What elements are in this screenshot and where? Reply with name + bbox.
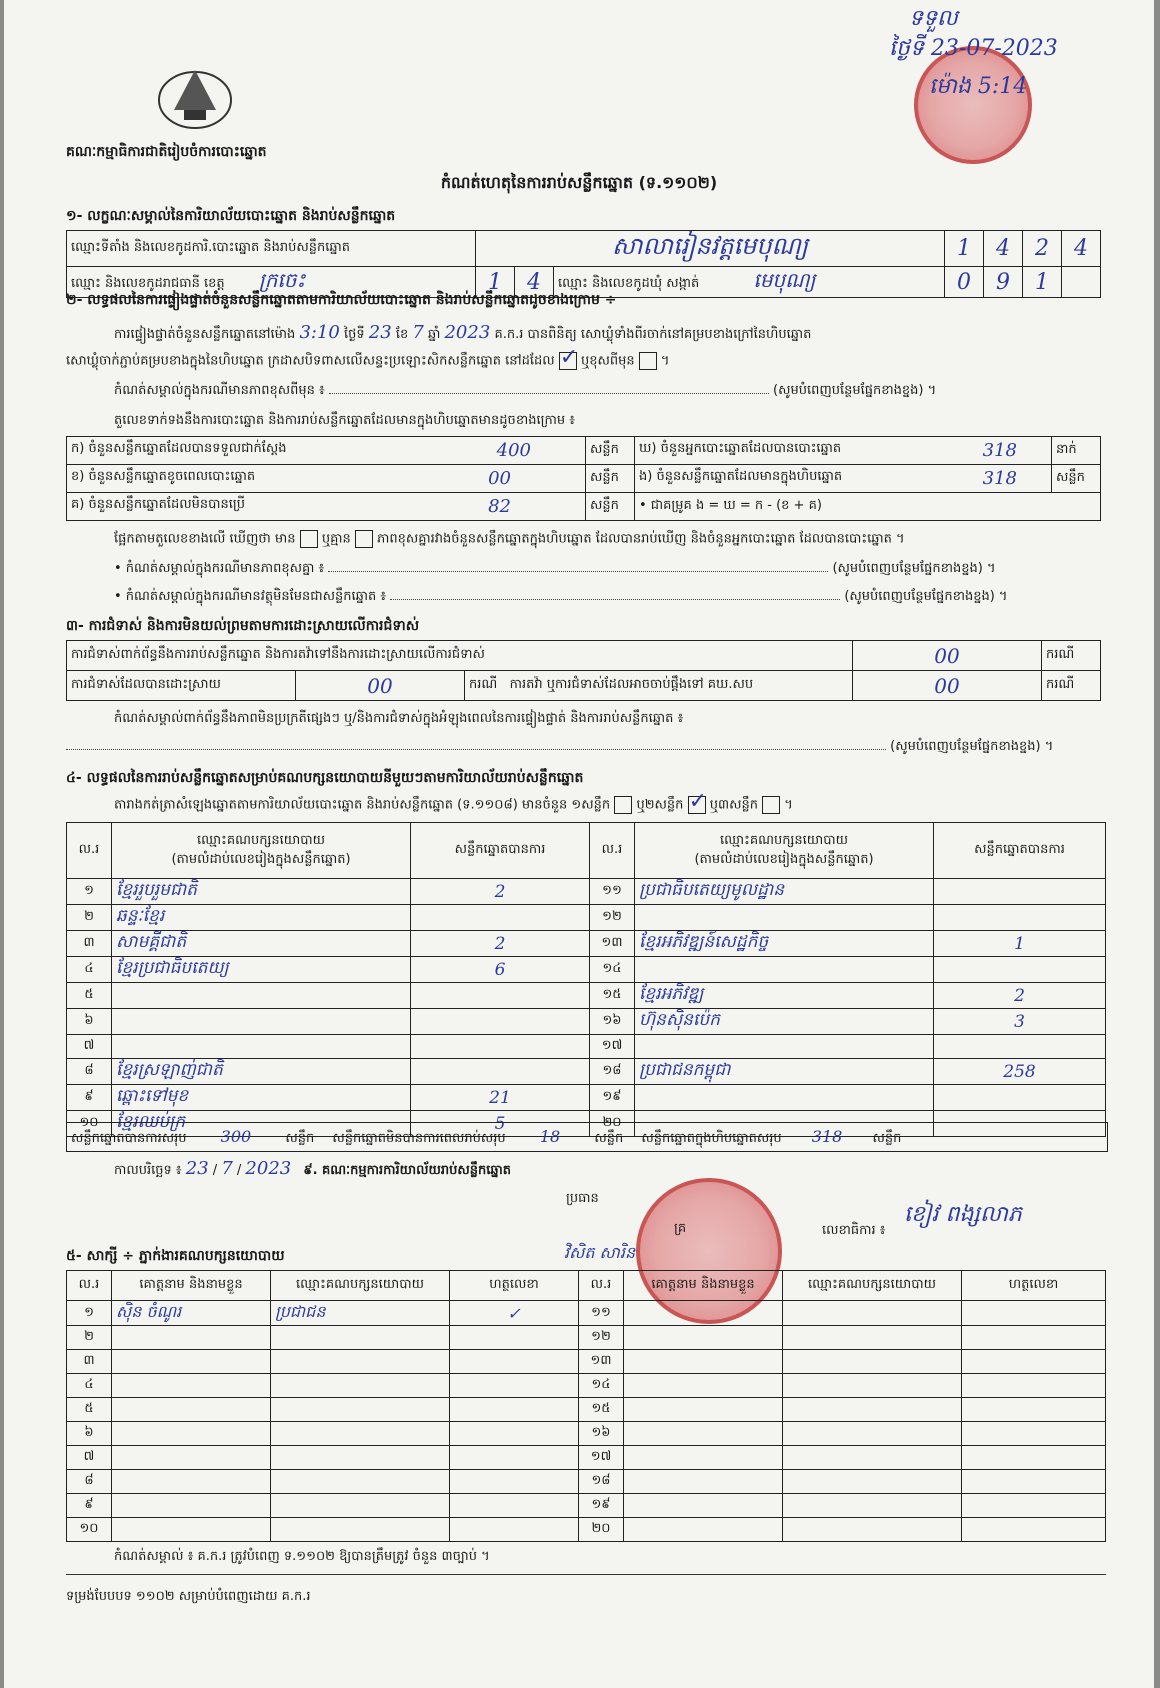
- section2-title: ២- លទ្ធផលនៃការផ្ទៀងផ្ទាត់ចំនួនសន្លឹកឆ្នោតតាមការិយាល័យបោះឆ្នោត និងរាប់សន្លឹកឆ្នោតដូចខាងក្រោម ÷: [66, 292, 617, 308]
- witness-no: ៤: [67, 1374, 112, 1398]
- witness-signature: [450, 1494, 579, 1518]
- unit: ករណី: [1042, 671, 1101, 701]
- party-name: [112, 1035, 411, 1059]
- table-row: [67, 1446, 1106, 1470]
- witness-name: [624, 1446, 783, 1470]
- witness-table: [66, 1270, 1106, 1542]
- table-row: [67, 1035, 1106, 1059]
- witness-name: [624, 1301, 783, 1326]
- total-invalid-value: 18: [539, 1127, 561, 1146]
- party-name: ហ៊ុនស៊ិនប៉េក: [635, 1009, 934, 1035]
- fill-more: (សូមបំពេញបន្ថែមផ្នែកខាងខ្នង) ។: [773, 383, 937, 398]
- party-no: ៩: [67, 1085, 112, 1111]
- province-code-digit: 1: [476, 267, 515, 298]
- col-party: ឈ្មោះគណបក្សនយោបាយ: [783, 1271, 962, 1301]
- table-row: [67, 1326, 1106, 1350]
- party-name: សាមគ្គីជាតិ: [112, 931, 411, 957]
- witness-signature: [962, 1326, 1106, 1350]
- witness-signature: [450, 1446, 579, 1470]
- col-votes: សន្លឹកឆ្នោតបានការ: [934, 823, 1106, 879]
- tally-sheets-line: តារាងកត់ត្រាសំឡេងឆ្នោតតាមការិយាល័យបោះឆ្នោត និងរាប់សន្លឹកឆ្នោត (ទ.១១០៨) មានចំនួន ១សន្លឹក ឬ២សន្លឹក ✓ ឬ៣សន្លឹក ។: [114, 796, 793, 816]
- witness-party: [271, 1422, 450, 1446]
- witness-name: [112, 1470, 271, 1494]
- verify-month: 7: [412, 322, 424, 343]
- footnote: កំណត់សម្គាល់ ៖ គ.ក.រ ត្រូវបំពេញ ទ.១១០២ ឱ្យបានត្រឹមត្រូវ ចំនួន ៣ច្បាប់ ។: [114, 1549, 490, 1564]
- party-votes: 2: [934, 983, 1106, 1009]
- location-code-digit: 4: [1062, 231, 1101, 267]
- discrepancy-text-b: ឬគ្មាន: [321, 531, 351, 547]
- witness-name: [112, 1518, 271, 1542]
- witness-no: ១៨: [579, 1470, 624, 1494]
- witness-name: [112, 1422, 271, 1446]
- committee-name: គណៈកម្មាធិការជាតិរៀបចំការបោះឆ្នោត: [66, 144, 267, 160]
- unit: សន្លឹក: [586, 437, 635, 465]
- witness-party: [783, 1374, 962, 1398]
- col-party-sub: (តាមលំដាប់លេខរៀងក្នុងសន្លឹកឆ្នោត): [694, 851, 874, 867]
- location-label: ឈ្មោះទីតាំង និងលេខកូដការិ.បោះឆ្នោត និងរាប់សន្លឹកឆ្នោត: [67, 231, 476, 267]
- verify-day: 23: [368, 322, 392, 343]
- seal-status-text: សោឃ្លុំចាក់ភ្ជាប់គម្របខាងក្នុងនៃហិបឆ្នោត ក្រដាសបិទពាសលើសន្ទះប្រឡោះសិកសន្លឹកឆ្នោត នៅដដែល: [66, 353, 555, 369]
- witness-no: ៩: [67, 1494, 112, 1518]
- section3-title: ៣- ការជំទាស់ និងការមិនយល់ព្រមតាមការដោះស្រាយលើការជំទាស់: [66, 618, 420, 634]
- witness-name: [112, 1398, 271, 1422]
- verify-time-label: ការផ្ទៀងផ្ទាត់ចំនួនសន្លឹកឆ្នោតនៅម៉ោង: [114, 327, 296, 342]
- witness-no: ១៦: [579, 1422, 624, 1446]
- table-row: [67, 1085, 1106, 1111]
- fill-more: (សូមបំពេញបន្ថែមផ្នែកខាងខ្នង) ។: [890, 739, 1054, 754]
- same-checkbox[interactable]: [559, 352, 577, 370]
- date-label: កាលបរិច្ឆេទ ៖: [114, 1163, 182, 1178]
- party-votes: [934, 1035, 1106, 1059]
- party-name: ខ្មែរប្រជាធិបតេយ្យ: [112, 957, 411, 983]
- witness-party: [271, 1374, 450, 1398]
- witness-party: [783, 1326, 962, 1350]
- commune-label: ឈ្មោះ និងលេខកូដឃុំ សង្កាត់: [558, 276, 700, 291]
- discrepancy-text-c: ភាពខុសគ្នារវាងចំនួនសន្លឹកឆ្នោតក្នុងហិបឆ្នោត ដែលបានរាប់ឃើញ និងចំនួនអ្នកបោះឆ្នោត ដែលបានបោះឆ្នោត ។: [377, 531, 905, 547]
- province-code-digit: 4: [515, 267, 554, 298]
- witness-no: ១២: [579, 1326, 624, 1350]
- location-code-digit: 1: [945, 231, 984, 267]
- total-valid-value: 300: [220, 1127, 252, 1146]
- party-votes: 2: [411, 879, 590, 905]
- member-label: គ្រ: [674, 1221, 687, 1236]
- witness-signature: [450, 1350, 579, 1374]
- witness-signature: [962, 1518, 1106, 1542]
- secretary-signature: ខៀវ ពង្សលាភ: [904, 1202, 1022, 1227]
- secretary-label: លេខាធិការ ៖: [822, 1223, 886, 1238]
- table-row: [67, 1350, 1106, 1374]
- party-no: ១៤: [590, 957, 635, 983]
- spoiled-ballots-value: 00: [488, 468, 511, 489]
- difference-note: [114, 382, 1104, 401]
- witness-no: ១៣: [579, 1350, 624, 1374]
- party-name: [112, 983, 411, 1009]
- unused-ballots-value: 82: [488, 496, 511, 517]
- party-name: ខ្មែររួបរួមជាតិ: [112, 879, 411, 905]
- witness-no: ១: [67, 1301, 112, 1326]
- party-name: ឆន្ទៈខ្មែរ: [112, 905, 411, 931]
- witness-no: ៥: [67, 1398, 112, 1422]
- chair-signature: វិសិត សារិន: [564, 1243, 636, 1262]
- date-month: 7: [221, 1158, 233, 1179]
- party-votes: [411, 1009, 590, 1035]
- day-label: ថ្ងៃទី: [344, 327, 365, 342]
- party-no: ៧: [67, 1035, 112, 1059]
- witness-party: [783, 1446, 962, 1470]
- party-name: [635, 905, 934, 931]
- unit: សន្លឹក: [1052, 465, 1101, 493]
- witness-no: ២: [67, 1326, 112, 1350]
- party-name: [635, 1085, 934, 1111]
- party-votes: [411, 1059, 590, 1085]
- witness-signature: [962, 1374, 1106, 1398]
- three-sheets-label: ឬ៣សន្លឹក: [709, 797, 758, 813]
- no-discrepancy-checkbox[interactable]: [355, 530, 373, 548]
- party-no: ១៣: [590, 931, 635, 957]
- col-party-title: ឈ្មោះគណបក្សនយោបាយ: [720, 832, 848, 848]
- three-sheets-checkbox[interactable]: [762, 796, 780, 814]
- witness-signature: [962, 1470, 1106, 1494]
- witness-name: [624, 1398, 783, 1422]
- party-name: ខ្មែរអភិវឌ្ឍ: [635, 983, 934, 1009]
- col-party-sub: (តាមលំដាប់លេខរៀងក្នុងសន្លឹកឆ្នោត): [171, 851, 351, 867]
- party-no: ៥: [67, 983, 112, 1009]
- witness-party: [783, 1350, 962, 1374]
- witness-party: [783, 1518, 962, 1542]
- section3-note-line: [66, 738, 1106, 757]
- witness-signature: [962, 1494, 1106, 1518]
- col-name: គោត្តនាម និងនាមខ្លួន: [112, 1271, 271, 1301]
- location-value: សាលារៀនវត្តមេបុណ្យ: [476, 231, 945, 267]
- table-row: [67, 1059, 1106, 1085]
- witness-name: [112, 1494, 271, 1518]
- party-no: ១៨: [590, 1059, 635, 1085]
- witness-no: ៧: [67, 1446, 112, 1470]
- witness-signature: [450, 1422, 579, 1446]
- witness-signature: [962, 1301, 1106, 1326]
- col-party-title: ឈ្មោះគណបក្សនយោបាយ: [197, 832, 325, 848]
- section1-table: [66, 230, 1101, 298]
- table-row: [67, 1494, 1106, 1518]
- party-votes: [411, 983, 590, 1009]
- different-label: ឬខុសពីមុន: [580, 353, 635, 369]
- discrepancy-line: [114, 530, 905, 550]
- witness-party: [271, 1494, 450, 1518]
- witness-signature: ✓: [450, 1301, 579, 1326]
- section1-title: ១- លក្ខណៈសម្គាល់នៃការិយាល័យបោះឆ្នោត និងរាប់សន្លឹកឆ្នោត: [66, 208, 396, 224]
- verification-line: [114, 322, 811, 345]
- witness-signature: [450, 1470, 579, 1494]
- witness-no: ១៥: [579, 1398, 624, 1422]
- verify-year: 2023: [444, 322, 491, 343]
- section4-title: ៤- លទ្ធផលនៃការរាប់សន្លឹកឆ្នោតសម្រាប់គណបក្សនយោបាយនីមួយៗតាមការិយាល័យរាប់សន្លឹកឆ្នោត: [66, 770, 584, 786]
- witness-no: ១៤: [579, 1374, 624, 1398]
- party-no: ១១: [590, 879, 635, 905]
- col-no: ល.រ: [67, 1271, 112, 1301]
- party-votes: [934, 879, 1106, 905]
- party-name: ខ្មែរអភិវឌ្ឍន៍សេដ្ឋកិច្ច: [635, 931, 934, 957]
- table-row: [67, 1470, 1106, 1494]
- witness-name: [112, 1326, 271, 1350]
- col-no: ល.រ: [579, 1271, 624, 1301]
- witness-signature: [450, 1398, 579, 1422]
- party-name: [635, 1035, 934, 1059]
- table-row: [67, 1301, 1106, 1326]
- party-votes: 2: [411, 931, 590, 957]
- section5-title: ៥- សាក្សី ÷ ភ្នាក់ងារគណបក្សនយោបាយ: [66, 1248, 285, 1264]
- resolved-value: 00: [296, 671, 465, 701]
- party-no: ១៧: [590, 1035, 635, 1059]
- page-title: កំណត់ហេតុនៃការរាប់សន្លឹកឆ្នោត (ទ.១១០២): [440, 173, 718, 192]
- col-party: ឈ្មោះគណបក្សនយោបាយ: [271, 1271, 450, 1301]
- witness-party: [783, 1301, 962, 1326]
- bullet1-text: • កំណត់សម្គាល់ក្នុងករណីមានភាពខុសគ្នា ៖: [114, 561, 325, 576]
- footer-form-id: ទម្រង់បែបបទ ១១០២ សម្រាប់បំពេញដោយ គ.ក.រ: [66, 1589, 311, 1604]
- bullet-note-1: [114, 560, 1104, 579]
- total-box-label: សន្លឹកឆ្នោតក្នុងហិបឆ្នោតសរុប: [641, 1131, 782, 1146]
- date-line: កាលបរិច្ឆេទ ៖ 23 / 7 / 2023 ៩. គណៈកម្មការការិយាល័យរាប់សន្លឹកឆ្នោត: [114, 1158, 512, 1179]
- col-party: [112, 823, 411, 879]
- witness-party: [271, 1350, 450, 1374]
- table-row: [67, 879, 1106, 905]
- party-no: ៤: [67, 957, 112, 983]
- ballots-in-box-label: ង) ចំនួនសន្លឹកឆ្នោតដែលមានក្នុងហិបឆ្នោត: [639, 469, 843, 484]
- col-sign: ហត្ថលេខា: [962, 1271, 1106, 1301]
- total-valid-label: សន្លឹកឆ្នោតបានការសរុប: [71, 1131, 187, 1146]
- month-label: ខែ: [395, 327, 409, 342]
- party-votes: 3: [934, 1009, 1106, 1035]
- received-time: ម៉ោង 5:14: [929, 74, 1028, 99]
- party-votes: 1: [934, 931, 1106, 957]
- witness-name: [624, 1350, 783, 1374]
- witness-no: ៦: [67, 1422, 112, 1446]
- witness-no: ១១: [579, 1301, 624, 1326]
- party-no: ២: [67, 905, 112, 931]
- unit: សន្លឹក: [872, 1131, 902, 1146]
- witness-signature: [962, 1446, 1106, 1470]
- witness-party: [783, 1422, 962, 1446]
- party-no: ៨: [67, 1059, 112, 1085]
- table-row: [67, 931, 1106, 957]
- witness-signature: [962, 1422, 1106, 1446]
- location-code-digit: 4: [984, 231, 1023, 267]
- commune-value: មេបុណ្យ: [753, 268, 816, 292]
- witness-signature: [962, 1398, 1106, 1422]
- unused-ballots-label: គ) ចំនួនសន្លឹកឆ្នោតដែលមិនបានប្រើ: [71, 497, 245, 512]
- party-no: ១៦: [590, 1009, 635, 1035]
- witness-no: ៣: [67, 1350, 112, 1374]
- witness-party: [783, 1398, 962, 1422]
- party-no: ១៩: [590, 1085, 635, 1111]
- section3-note: កំណត់សម្គាល់ពាក់ព័ន្ធនឹងភាពមិនប្រក្រតីផ្សេងៗ ឬ/និងការជំទាស់ក្នុងអំឡុងពេលនៃការផ្ទៀងផ្ទាត់ និងការរាប់សន្លឹកឆ្នោត ៖: [114, 711, 684, 726]
- party-votes: 6: [411, 957, 590, 983]
- table-row: [67, 1009, 1106, 1035]
- chair-label: ប្រធាន: [566, 1191, 599, 1206]
- commune-code-digit: 1: [1023, 267, 1062, 298]
- table-row: [67, 957, 1106, 983]
- footer-divider: [66, 1574, 1106, 1575]
- verify-time: 3:10: [299, 322, 340, 343]
- witness-name: [112, 1446, 271, 1470]
- witness-party: [783, 1494, 962, 1518]
- party-name: [112, 1009, 411, 1035]
- fill-more: (សូមបំពេញបន្ថែមផ្នែកខាងខ្នង) ។: [832, 561, 996, 576]
- commune-code-digit: 0: [945, 267, 984, 298]
- unit: សន្លឹក: [285, 1131, 315, 1146]
- col-sign: ហត្ថលេខា: [450, 1271, 579, 1301]
- table-row: [67, 983, 1106, 1009]
- received-date: ថ្ងៃទី 23-07-2023: [889, 36, 1058, 61]
- witness-name: [624, 1470, 783, 1494]
- unit: ករណី: [469, 677, 498, 692]
- fill-more: (សូមបំពេញបន្ថែមផ្នែកខាងខ្នង) ។: [844, 589, 1008, 604]
- appeal-value: 00: [853, 671, 1042, 701]
- witness-signature: [450, 1518, 579, 1542]
- appeal-label: ការតវ៉ា ឬការជំទាស់ដែលអាចចាប់ផ្តឹងទៅ គឃ.សប: [509, 677, 754, 692]
- date-day: 23: [185, 1158, 209, 1179]
- results-table: [66, 822, 1106, 1137]
- voters-label: ឃ) ចំនួនអ្នកបោះឆ្នោតដែលបានបោះឆ្នោត: [639, 441, 842, 456]
- formula: • ជាគម្រូគ ង = ឃ = ក - (ខ + គ): [635, 493, 1101, 521]
- witness-no: ១៩: [579, 1494, 624, 1518]
- party-name: ឆ្ពោះទៅមុខ: [112, 1085, 411, 1111]
- two-sheets-checkbox[interactable]: [688, 796, 706, 814]
- table-row: [67, 1398, 1106, 1422]
- party-votes: [934, 905, 1106, 931]
- witness-no: ៨: [67, 1470, 112, 1494]
- unit: សន្លឹក: [586, 465, 635, 493]
- col-no: ល.រ: [67, 823, 112, 879]
- witness-name: [112, 1350, 271, 1374]
- seal-status-line: សោឃ្លុំចាក់ភ្ជាប់គម្របខាងក្នុងនៃហិបឆ្នោត ក្រដាសបិទពាសលើសន្ទះប្រឡោះសិកសន្លឹកឆ្នោត នៅដដែល ✓ ឬខុសពីមុន ។: [66, 352, 669, 372]
- ballot-count-table: [66, 436, 1101, 521]
- party-votes: 5: [411, 1111, 590, 1137]
- party-no: ៣: [67, 931, 112, 957]
- party-name: [635, 957, 934, 983]
- party-name: ខ្មែរស្រឡាញ់ជាតិ: [112, 1059, 411, 1085]
- witness-no: ២០: [579, 1518, 624, 1542]
- party-no: ១៥: [590, 983, 635, 1009]
- party-no: ៦: [67, 1009, 112, 1035]
- objection-label: ការជំទាស់ពាក់ព័ន្ធនឹងការរាប់សន្លឹកឆ្នោត និងការតវ៉ាទៅនឹងការដោះស្រាយលើការជំទាស់: [67, 641, 853, 671]
- party-votes: [411, 1035, 590, 1059]
- unit: នាក់: [1052, 437, 1101, 465]
- witness-name: [112, 1374, 271, 1398]
- witness-no: ១៧: [579, 1446, 624, 1470]
- witness-party: [271, 1326, 450, 1350]
- location-code-digit: 2: [1023, 231, 1062, 267]
- commune-code-digit: 9: [984, 267, 1023, 298]
- province-label-text: ឈ្មោះ និងលេខកូដរាជធានី ខេត្ត: [71, 276, 225, 291]
- objection-table: [66, 640, 1101, 701]
- party-no: ១២: [590, 905, 635, 931]
- tally-text: តារាងកត់ត្រាសំឡេងឆ្នោតតាមការិយាល័យបោះឆ្នោត និងរាប់សន្លឹកឆ្នោត (ទ.១១០៨) មានចំនួន ១សន្លឹក: [114, 797, 611, 813]
- ballots-in-box-value: 318: [982, 468, 1017, 489]
- witness-party: [271, 1518, 450, 1542]
- province-value: ក្រចេះ: [258, 268, 306, 292]
- objection-value: 00: [853, 641, 1042, 671]
- total-invalid-label: សន្លឹកឆ្នោតមិនបានការពេលរាប់សរុប: [332, 1131, 506, 1146]
- voters-value: 318: [982, 440, 1017, 461]
- party-name: ខ្មែរឈប់ក្រ: [112, 1111, 411, 1137]
- party-no: ១: [67, 879, 112, 905]
- witness-party: [271, 1398, 450, 1422]
- witness-party: ប្រជាជន: [271, 1301, 450, 1326]
- party-votes: 258: [934, 1059, 1106, 1085]
- year-label: ឆ្នាំ: [427, 327, 441, 342]
- col-votes: សន្លឹកឆ្នោតបានការ: [411, 823, 590, 879]
- witness-signature: [450, 1374, 579, 1398]
- table-row: [67, 905, 1106, 931]
- party-no: ១០: [67, 1111, 112, 1137]
- party-votes: [934, 957, 1106, 983]
- one-sheet-checkbox[interactable]: [614, 796, 632, 814]
- witness-name: [624, 1494, 783, 1518]
- emblem-icon: [154, 60, 236, 132]
- witness-name: [624, 1422, 783, 1446]
- bullet-note-2: [114, 588, 1104, 607]
- unit: ករណី: [1042, 641, 1101, 671]
- table-intro: តួលេខទាក់ទងនឹងការបោះឆ្នោត និងការរាប់សន្លឹកឆ្នោតដែលមានក្នុងហិបឆ្នោតមានដូចខាងក្រោម ៖: [114, 413, 575, 428]
- unit: សន្លឹក: [586, 493, 635, 521]
- totals-row: [66, 1122, 1108, 1152]
- witness-name: ស៊ិន ចំណូរ: [112, 1301, 271, 1326]
- two-sheets-label: ឬ២សន្លឹក: [636, 797, 684, 813]
- received-ballots-value: 400: [496, 440, 531, 461]
- has-discrepancy-checkbox[interactable]: [300, 530, 318, 548]
- witness-party: [783, 1470, 962, 1494]
- witness-no: ១០: [67, 1518, 112, 1542]
- party-name: ប្រជាជនកម្ពុជា: [635, 1059, 934, 1085]
- date-year: 2023: [245, 1158, 292, 1179]
- witness-name: [624, 1374, 783, 1398]
- party-votes: [934, 1085, 1106, 1111]
- witness-party: [271, 1446, 450, 1470]
- party-votes: 21: [411, 1085, 590, 1111]
- party-no: ២០: [590, 1111, 635, 1137]
- table-row: [67, 1518, 1106, 1542]
- total-box-value: 318: [811, 1127, 843, 1146]
- unit: សន្លឹក: [594, 1131, 624, 1146]
- party-votes: [411, 905, 590, 931]
- discrepancy-text-a: ផ្អែកតាមតួលេខខាងលើ ឃើញថា មាន: [114, 531, 296, 547]
- col-no: ល.រ: [590, 823, 635, 879]
- document-page: [4, 0, 1154, 1688]
- bullet2-text: • កំណត់សម្គាល់ក្នុងករណីមានវត្ថុមិនមែនជាសន្លឹកឆ្នោត ៖: [114, 589, 387, 604]
- col-name: គោត្តនាម និងនាមខ្លួន: [624, 1271, 783, 1301]
- witness-signature: [450, 1326, 579, 1350]
- verify-text: គ.ក.រ បានពិនិត្យ សោឃ្លុំទាំងពីរចាក់នៅគម្របខាងក្រៅនៃហិបឆ្នោត: [494, 327, 812, 342]
- table-row: [67, 1374, 1106, 1398]
- committee-line: ៩. គណៈកម្មការការិយាល័យរាប់សន្លឹកឆ្នោត: [303, 1163, 512, 1178]
- table-row: [67, 1422, 1106, 1446]
- received-ballots-label: ក) ចំនួនសន្លឹកឆ្នោតដែលបានទទួលជាក់ស្តែង: [71, 441, 287, 456]
- received-label: ទទួល: [909, 6, 958, 31]
- different-checkbox[interactable]: [639, 352, 657, 370]
- resolved-label: ការជំទាស់ដែលបានដោះស្រាយ: [67, 671, 296, 701]
- spoiled-ballots-label: ខ) ចំនួនសន្លឹកឆ្នោតខូចពេលបោះឆ្នោត: [71, 469, 256, 484]
- difference-note-label: កំណត់សម្គាល់ក្នុងករណីមានភាពខុសពីមុន ៖: [114, 383, 325, 398]
- witness-name: [624, 1326, 783, 1350]
- witness-name: [624, 1518, 783, 1542]
- party-name: ប្រជាធិបតេយ្យមូលដ្ឋាន: [635, 879, 934, 905]
- witness-signature: [962, 1350, 1106, 1374]
- witness-party: [271, 1470, 450, 1494]
- col-party: [635, 823, 934, 879]
